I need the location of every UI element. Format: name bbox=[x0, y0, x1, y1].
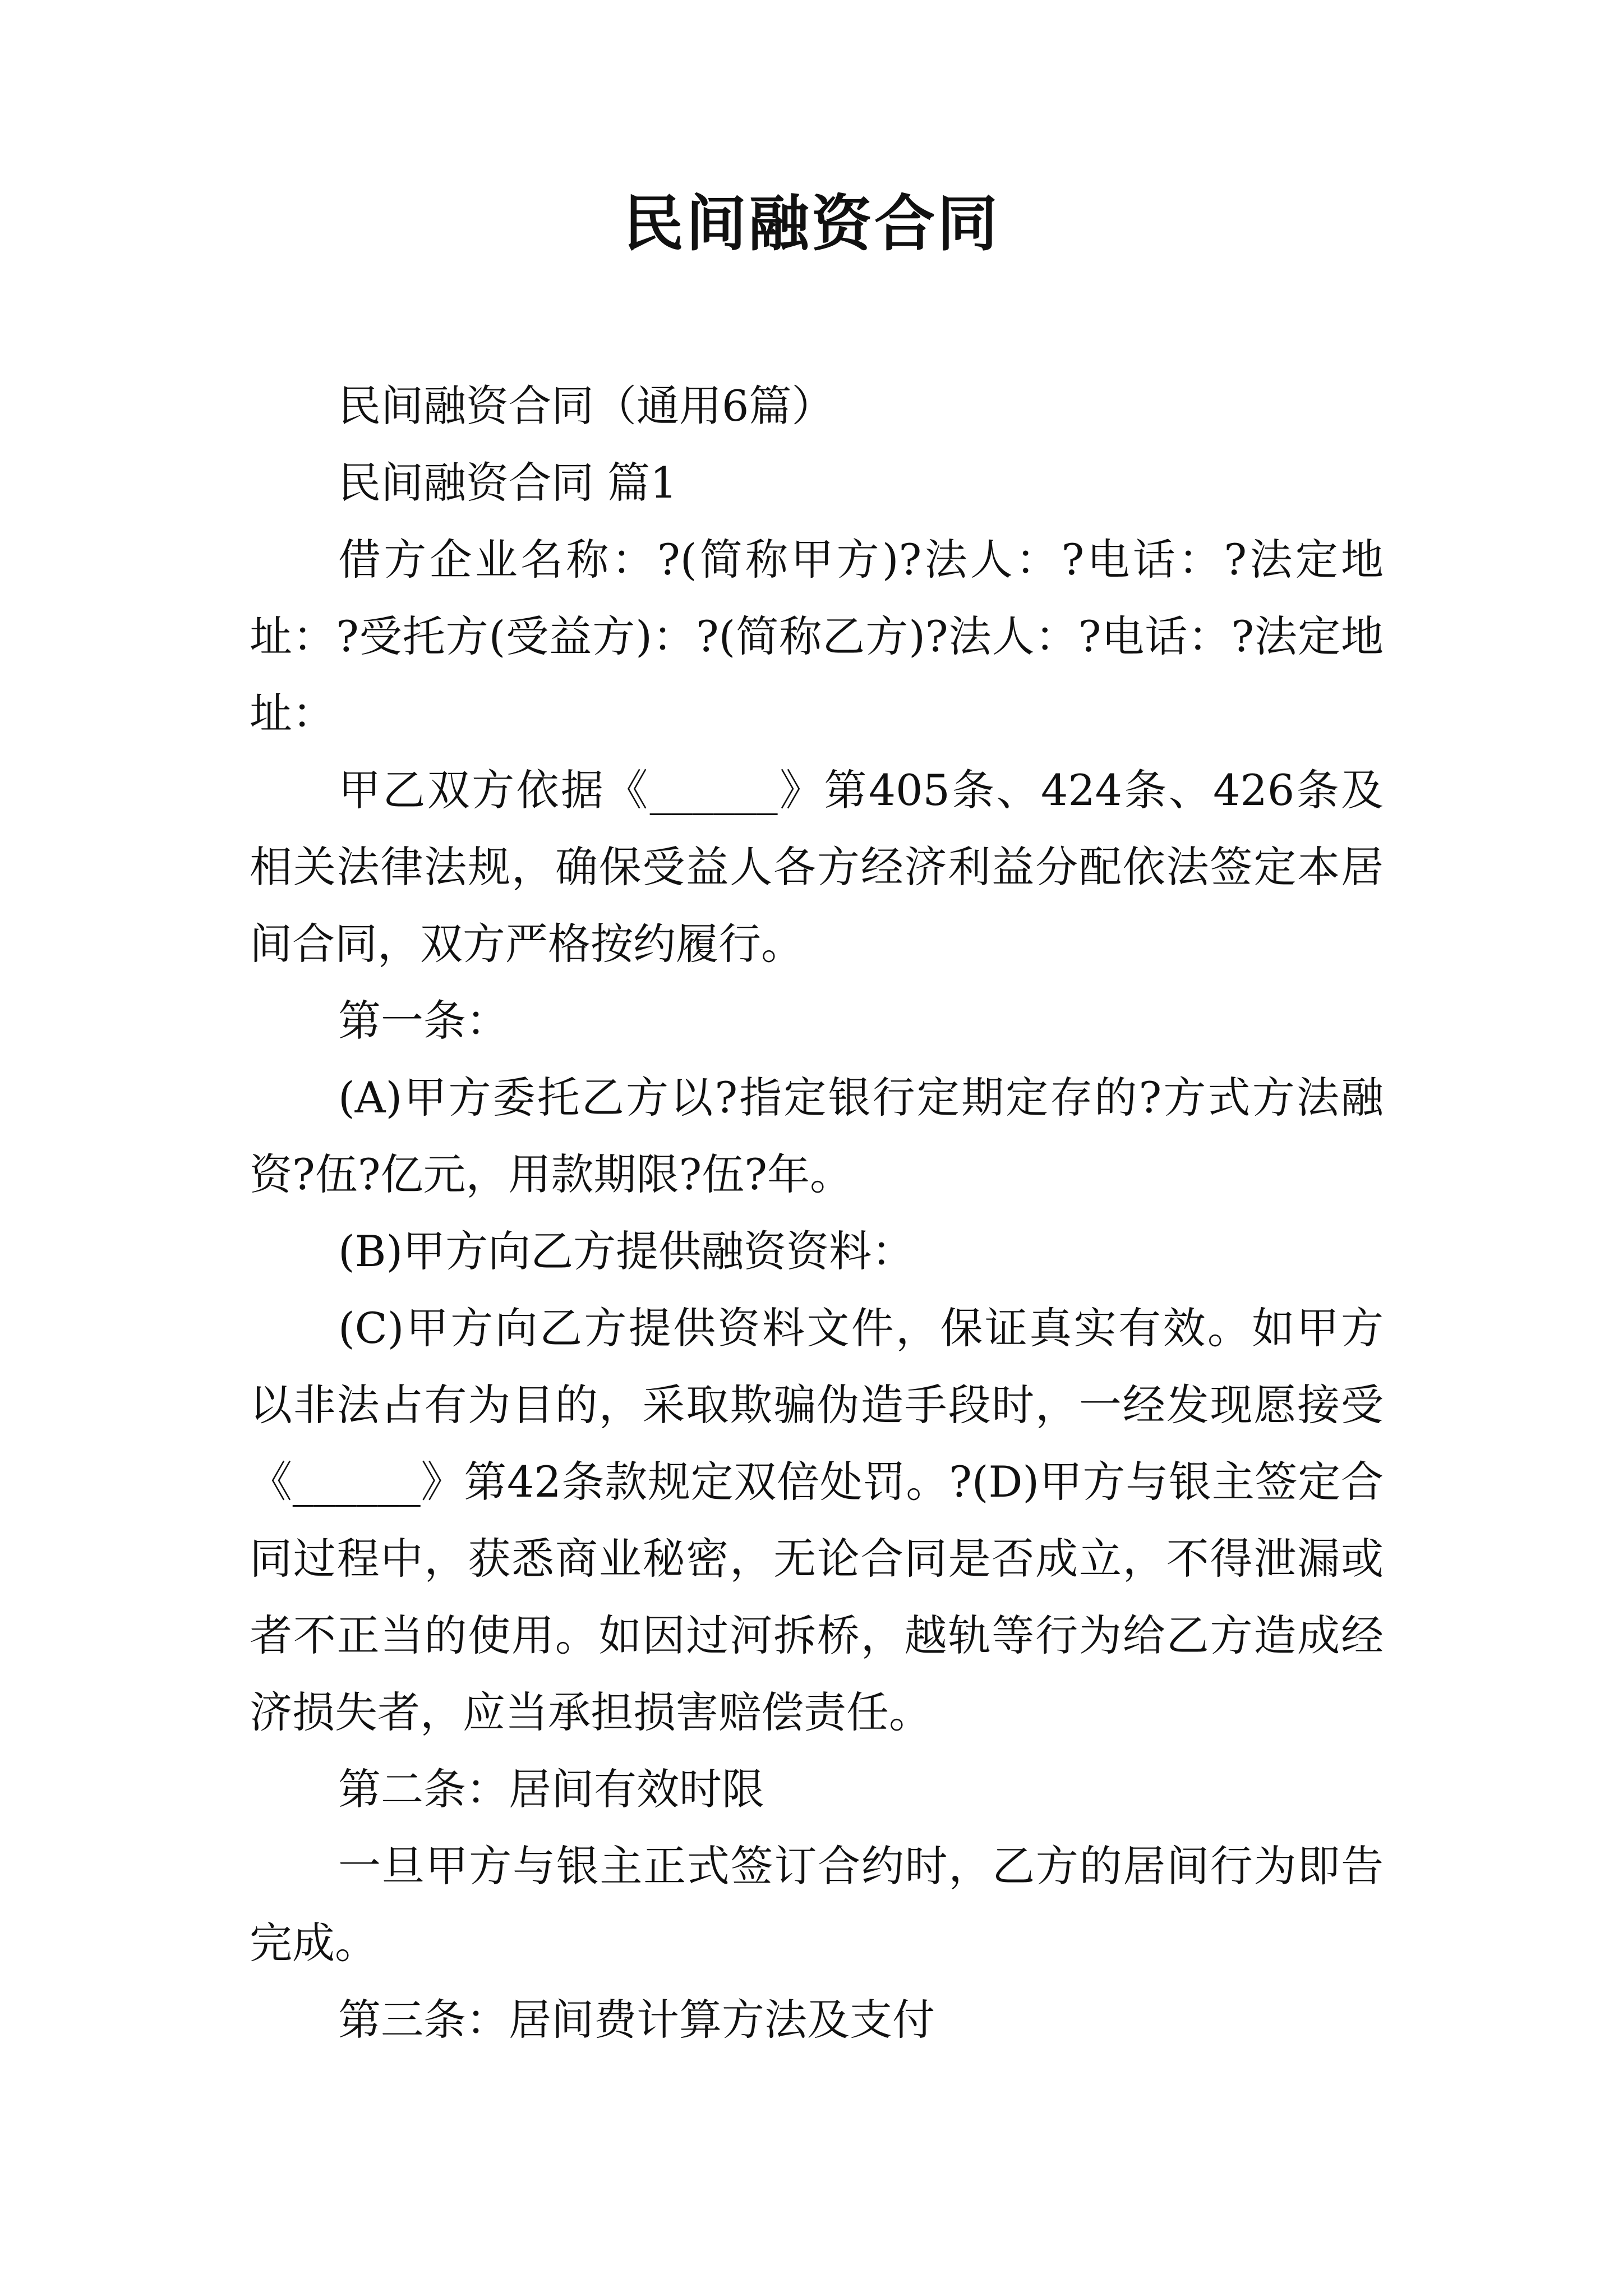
paragraph-subtitle: 民间融资合同（通用6篇） bbox=[338, 381, 834, 431]
paragraph-basis: 甲乙双方依据《______》第405条、424条、426条及相关法律法规，确保受益人各方经济利益分配依法签定本居间合同，双方严格按约履行。 bbox=[250, 765, 1384, 969]
paragraph-article-3: 第三条：居间费计算方法及支付 bbox=[338, 1995, 935, 2045]
paragraph-clause-a: (A)甲方委托乙方以?指定银行定期定存的?方式方法融资?伍?亿元，用款期限?伍?年。 bbox=[250, 1073, 1384, 1199]
paragraph-parties: 借方企业名称：?(简称甲方)?法人：?电话：?法定地址：?受托方(受益方)：?(简称乙方)?法人：?电话：?法定地址： bbox=[250, 535, 1384, 738]
paragraph-clause-c-d: (C)甲方向乙方提供资料文件，保证真实有效。如甲方以非法占有为目的，采取欺骗伪造手段时，一经发现愿接受《______》第42条款规定双倍处罚。?(D)甲方与银主签定合同过程中，获悉商业秘密，无论合同是否成立，不得泄漏或者不正当的使用。如因过河拆桥，越轨等行为给乙方造成经济损失者，应当承担损害赔偿责任。 bbox=[250, 1303, 1384, 1737]
paragraph-clause-b: (B)甲方向乙方提供融资资料： bbox=[338, 1226, 915, 1276]
document-title: 民间融资合同 bbox=[623, 188, 1000, 259]
paragraph-article-2: 第二条：居间有效时限 bbox=[338, 1764, 764, 1814]
document-body bbox=[250, 367, 1384, 2058]
paragraph-article-1: 第一条： bbox=[338, 996, 509, 1046]
paragraph-article-2-body: 一旦甲方与银主正式签订合约时，乙方的居间行为即告完成。 bbox=[250, 1841, 1384, 1968]
paragraph-section-heading: 民间融资合同 篇1 bbox=[338, 458, 677, 508]
